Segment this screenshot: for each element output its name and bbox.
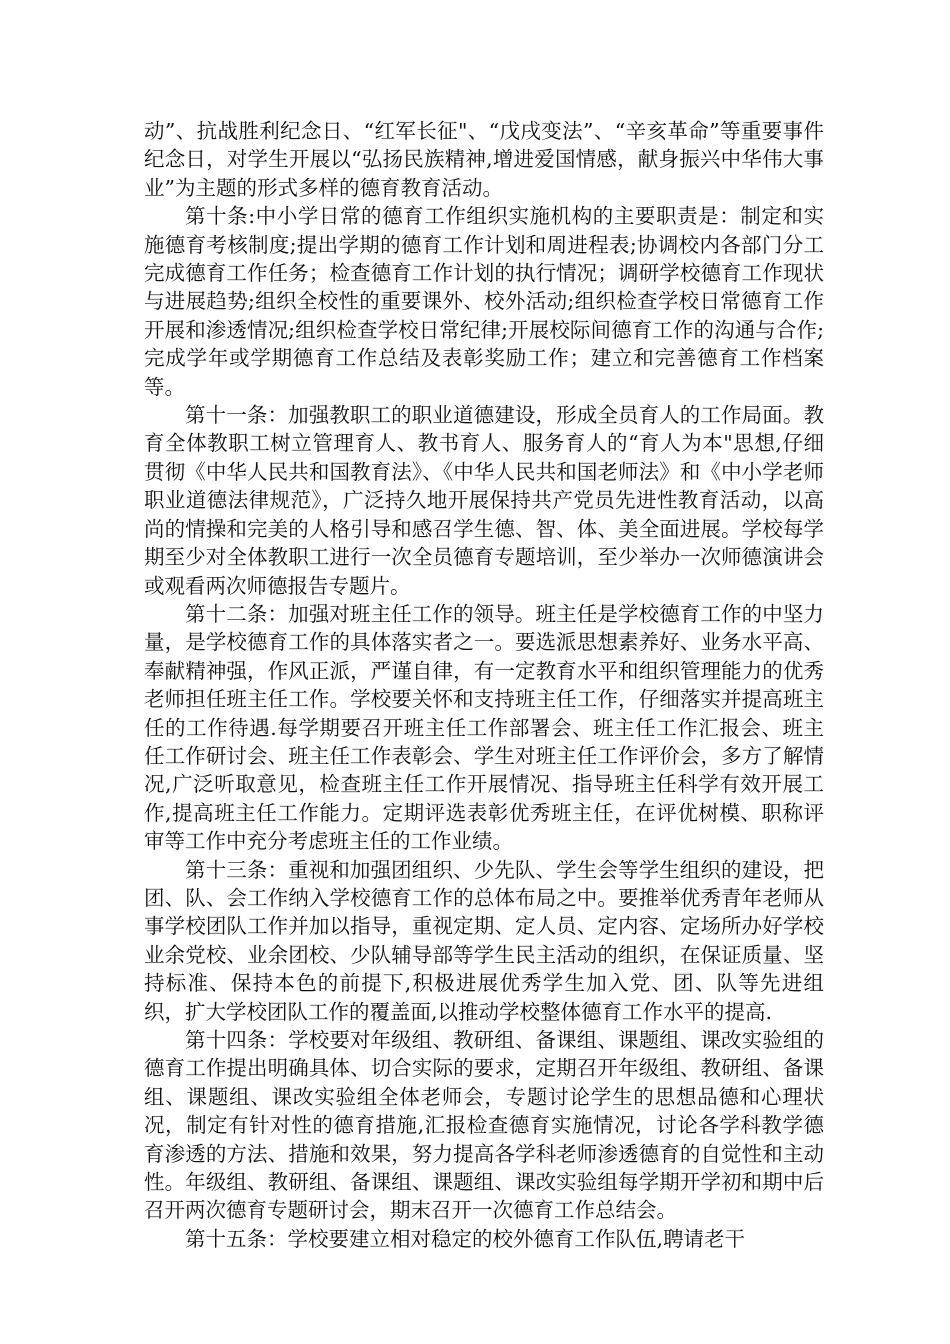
paragraph-article-10: 第十条:中小学日常的德育工作组织实施机构的主要职责是：制定和实施德育考核制度;提出学期的德育工作计划和周进程表;协调校内各部门分工完成德育工作任务；检查德育工作计划的执行情况；调研学校德育工作现状与进展趋势;组织全校性的重要课外、校外活动;组织检查学校日常德育工作开展和渗透情况;组织检查学校日常纪律;开展校际间德育工作的沟通与合作;完成学年或学期德育工作总结及表彰奖励工作；建立和完善德育工作档案等。 bbox=[144, 204, 824, 399]
document-body bbox=[144, 117, 824, 1253]
paragraph-article-12: 第十二条：加强对班主任工作的领导。班主任是学校德育工作的中坚力量，是学校德育工作的具体落实者之一。要选派思想素养好、业务水平高、奉献精神强，作风正派，严谨自律，有一定教育水平和组织管理能力的优秀老师担任班主任工作。学校要关怀和支持班主任工作，仔细落实并提高班主任的工作待遇.每学期要召开班主任工作部署会、班主任工作汇报会、班主任工作研讨会、班主任工作表彰会、学生对班主任工作评价会，多方了解情况,广泛听取意见，检查班主任工作开展情况、指导班主任科学有效开展工作,提高班主任工作能力。定期评选表彰优秀班主任，在评优树模、职称评审等工作中充分考虑班主任的工作业绩。 bbox=[144, 601, 824, 854]
paragraph-article-13: 第十三条：重视和加强团组织、少先队、学生会等学生组织的建设，把团、队、会工作纳入学校德育工作的总体布局之中。要推举优秀青年老师从事学校团队工作并加以指导，重视定期、定人员、定内容、定场所办好学校业余党校、业余团校、少队辅导部等学生民主活动的组织，在保证质量、坚持标准、保持本色的前提下,积极进展优秀学生加入党、团、队等先进组织，扩大学校团队工作的覆盖面,以推动学校整体德育工作水平的提高. bbox=[144, 857, 824, 1024]
paragraph-article-11: 第十一条：加强教职工的职业道德建设，形成全员育人的工作局面。教育全体教职工树立管理育人、教书育人、服务育人的“育人为本"思想,仔细贯彻《中华人民共和国教育法》、《中华人民共和国老师法》和《中小学老师职业道德法律规范》，广泛持久地开展保持共产党员先进性教育活动，以高尚的情操和完美的人格引导和感召学生德、智、体、美全面进展。学校每学期至少对全体教职工进行一次全员德育专题培训，至少举办一次师德演讲会或观看两次师德报告专题片。 bbox=[144, 403, 824, 598]
paragraph-continuation: 动”、抗战胜利纪念日、“红军长征"、“戊戌变法”、“辛亥革命”等重要事件纪念日，对学生开展以“弘扬民族精神,增进爱国情感，献身振兴中华伟大事业”为主题的形式多样的德育教育活动。 bbox=[144, 119, 824, 200]
paragraph-article-15: 第十五条：学校要建立相对稳定的校外德育工作队伍,聘请老干 bbox=[185, 1226, 746, 1251]
paragraph-article-14: 第十四条：学校要对年级组、教研组、备课组、课题组、课改实验组的德育工作提出明确具体、切合实际的要求，定期召开年级组、教研组、备课组、课题组、课改实验组全体老师会，专题讨论学生的思想品德和心理状况，制定有针对性的德育措施,汇报检查德育实施情况，讨论各学科教学德育渗透的方法、措施和效果，努力提高各学科老师渗透德育的自觉性和主动性。年级组、教研组、备课组、课题组、课改实验组每学期开学初和期中后召开两次德育专题研讨会，期末召开一次德育工作总结会。 bbox=[144, 1028, 824, 1223]
